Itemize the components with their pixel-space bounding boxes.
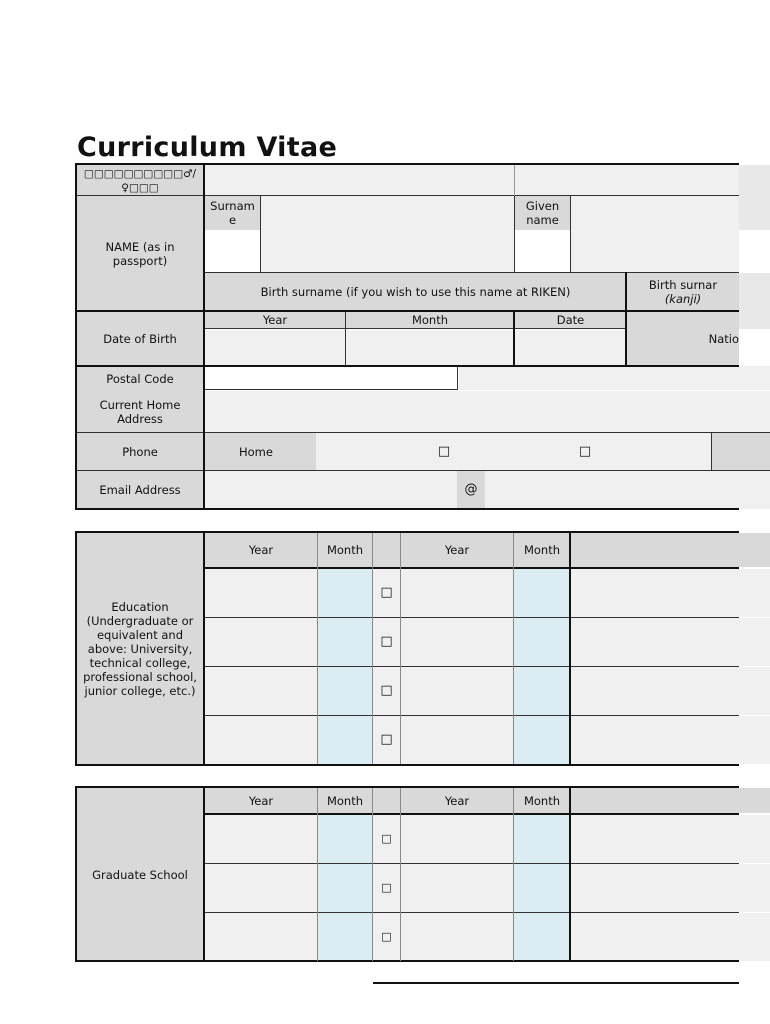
- birth-surname-kanji-sub: (kanji): [664, 292, 702, 306]
- bottom-rule: [373, 982, 739, 984]
- edu-row-3-separator: □: [373, 667, 400, 715]
- edu-row-1-separator: □: [373, 569, 400, 617]
- surname-label: Surnam e: [205, 196, 260, 230]
- grad-row-1-month-to[interactable]: [514, 815, 570, 863]
- phone-home-input[interactable]: [316, 433, 711, 470]
- edu-header-school: [571, 533, 770, 567]
- edu-row-2-month-from[interactable]: [318, 618, 372, 666]
- grad-row-2-month-to[interactable]: [514, 864, 570, 912]
- edu-row-2-year-to[interactable]: [401, 618, 513, 666]
- grad-header-year-1: Year: [205, 788, 317, 813]
- edu-row-1-year-to[interactable]: [401, 569, 513, 617]
- edu-row-1-month-to[interactable]: [514, 569, 570, 617]
- grad-row-2-school[interactable]: [571, 864, 770, 912]
- dob-month-header: Month: [346, 312, 514, 328]
- edu-row-4-month-from[interactable]: [318, 716, 372, 764]
- header-row-field-2[interactable]: [514, 165, 739, 196]
- postal-address-label-block: [76, 366, 204, 432]
- phone-mobile-label: [712, 433, 770, 470]
- home-address-input[interactable]: [205, 391, 770, 432]
- grad-row-3-month-from[interactable]: [318, 913, 372, 961]
- phone-home-label: Home: [205, 433, 316, 470]
- grad-row-3-year-from[interactable]: [205, 913, 317, 961]
- email-domain-input[interactable]: [485, 471, 770, 509]
- birth-surname-kanji-text: Birth surnar: [648, 278, 718, 292]
- edu-row-4-school[interactable]: [571, 716, 770, 764]
- edu-row-3-year-to[interactable]: [401, 667, 513, 715]
- grad-row-1-school[interactable]: [571, 815, 770, 863]
- grad-row-2-month-from[interactable]: [318, 864, 372, 912]
- home-address-label: Current Home Address: [99, 398, 181, 426]
- grad-row-3-school[interactable]: [571, 913, 770, 961]
- grad-header-month-2: Month: [514, 788, 570, 813]
- given-name-label: Given name: [515, 196, 570, 230]
- edu-row-4-year-to[interactable]: [401, 716, 513, 764]
- edu-row-1-month-from[interactable]: [318, 569, 372, 617]
- nationality-label: Natio: [627, 312, 739, 365]
- birth-surname-label: Birth surname (if you wish to use this name at RIKEN): [205, 273, 626, 311]
- edu-row-4-separator: □: [373, 716, 400, 764]
- dob-label: Date of Birth: [76, 312, 204, 365]
- graduate-label: Graduate School: [76, 788, 204, 961]
- surname-input[interactable]: [261, 196, 514, 272]
- grad-row-2-separator: □: [373, 864, 400, 912]
- postal-code-input[interactable]: [205, 366, 458, 390]
- birth-surname-kanji-label: [627, 273, 739, 311]
- page-title: Curriculum Vitae: [77, 132, 338, 163]
- grad-row-1-separator: □: [373, 815, 400, 863]
- postal-code-extra: [459, 366, 770, 390]
- grad-row-1-year-from[interactable]: [205, 815, 317, 863]
- grad-header-year-2: Year: [401, 788, 513, 813]
- phone-label: Phone: [76, 433, 204, 470]
- edu-row-3-year-from[interactable]: [205, 667, 317, 715]
- dob-month-input[interactable]: [346, 330, 514, 365]
- edu-row-3-month-from[interactable]: [318, 667, 372, 715]
- edu-header-month-1: Month: [318, 533, 372, 567]
- education-label: Education (Undergraduate or equivalent and above: University, technical college, professional school, junior college, etc.): [76, 533, 204, 764]
- edu-row-2-month-to[interactable]: [514, 618, 570, 666]
- edu-header-month-2: Month: [514, 533, 570, 567]
- grad-row-3-separator: □: [373, 913, 400, 961]
- grad-row-3-month-to[interactable]: [514, 913, 570, 961]
- email-at-sign: @: [457, 471, 485, 509]
- given-name-input[interactable]: [571, 196, 739, 272]
- grad-header-month-1: Month: [318, 788, 372, 813]
- edu-row-4-year-from[interactable]: [205, 716, 317, 764]
- edu-row-2-school[interactable]: [571, 618, 770, 666]
- postal-code-label: Postal Code: [106, 372, 174, 386]
- edu-row-2-separator: □: [373, 618, 400, 666]
- edu-row-3-month-to[interactable]: [514, 667, 570, 715]
- edu-header-year-1: Year: [205, 533, 317, 567]
- edu-row-2-year-from[interactable]: [205, 618, 317, 666]
- dob-year-input[interactable]: [205, 330, 345, 365]
- edu-row-1-year-from[interactable]: [205, 569, 317, 617]
- edu-header-sep: [373, 533, 400, 567]
- edu-row-3-school[interactable]: [571, 667, 770, 715]
- edu-row-4-month-to[interactable]: [514, 716, 570, 764]
- phone-separator-1: □: [437, 443, 451, 459]
- grad-row-1-month-from[interactable]: [318, 815, 372, 863]
- grad-header-school: [571, 788, 770, 813]
- dob-date-input[interactable]: [515, 330, 626, 365]
- email-label: Email Address: [76, 471, 204, 509]
- grad-row-2-year-to[interactable]: [401, 864, 513, 912]
- dob-year-header: Year: [205, 312, 345, 328]
- phone-separator-2: □: [578, 443, 592, 459]
- grad-row-1-year-to[interactable]: [401, 815, 513, 863]
- header-row-label: □□□□□□□□□□♂/♀□□□: [76, 165, 204, 196]
- edu-header-year-2: Year: [401, 533, 513, 567]
- name-label: NAME (as in passport): [76, 196, 204, 311]
- surname-label-pad: [205, 230, 260, 272]
- edu-row-1-school[interactable]: [571, 569, 770, 617]
- grad-row-2-year-from[interactable]: [205, 864, 317, 912]
- grad-row-3-year-to[interactable]: [401, 913, 513, 961]
- dob-date-header: Date: [515, 312, 626, 328]
- email-user-input[interactable]: [205, 471, 457, 509]
- header-row-field[interactable]: [204, 165, 514, 196]
- grad-header-sep: [373, 788, 400, 813]
